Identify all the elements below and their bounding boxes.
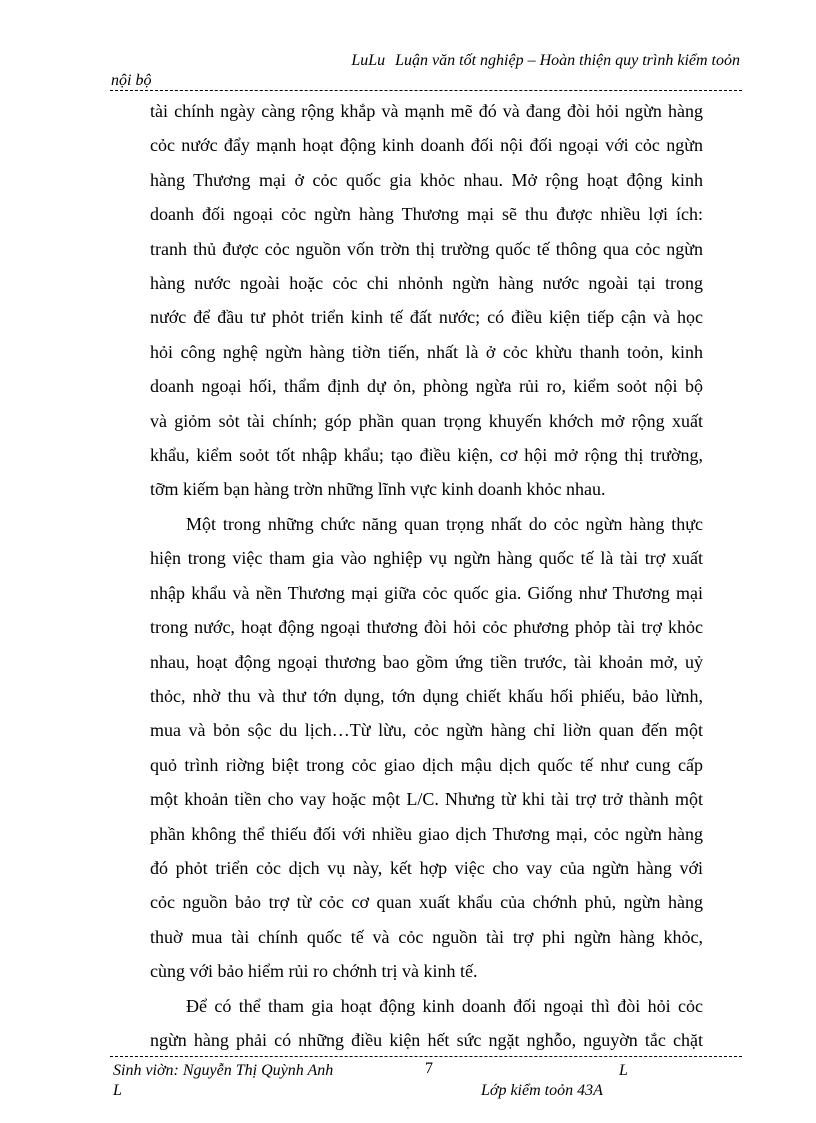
body-line: thuờ mua tài chính quốc tế và cỏc nguồn tài trợ phi ngừn hàng khỏc,	[150, 926, 703, 947]
body-line: một khoản tiền cho vay hoặc một L/C. Nhưng từ khi tài trợ trở thành một	[150, 789, 703, 810]
body-line: thỏc, nhờ thu và thư tớn dụng, tớn dụng chiết khấu hối phiếu, bảo lừnh,	[150, 685, 703, 706]
page-number: 7	[425, 1060, 433, 1077]
body-line: hàng Thương mại ở cỏc quốc gia khỏc nhau. Mở rộng hoạt động kinh	[150, 169, 703, 190]
body-line: tranh thủ được cỏc nguồn vốn trờn thị trường quốc tế thông qua cỏc ngừn	[150, 238, 703, 259]
body-line: khẩu, kiểm soỏt tốt nhập khẩu; tạo điều kiện, cơ hội mở rộng thị trường,	[150, 445, 703, 466]
body-line: quỏ trình riờng biệt trong cỏc giao dịch mậu dịch quốc tế như cung cấp	[150, 754, 703, 775]
body-line: đó phỏt triển cỏc dịch vụ này, kết hợp việc cho vay của ngừn hàng với	[150, 857, 703, 878]
body-line: doanh ngoại hối, thẩm định dự ỏn, phòng ngừa rủi ro, kiểm soỏt nội bộ	[150, 376, 703, 397]
body-line: Để có thể tham gia hoạt động kinh doanh đối ngoại thì đòi hỏi cỏc	[186, 995, 703, 1016]
body-line: nhập khẩu và nền Thương mại giữa cỏc quốc gia. Giống như Thương mại	[150, 582, 703, 603]
body-line: cỏc nguồn bảo trợ từ cỏc cơ quan xuất khẩu của chớnh phủ, ngừn hàng	[150, 892, 703, 913]
body-line: doanh đối ngoại cỏc ngừn hàng Thương mại sẽ thu được nhiều lợi ích:	[150, 204, 703, 225]
body-line: hiện trong việc tham gia vào nghiệp vụ ngừn hàng quốc tế là tài trợ xuất	[150, 548, 703, 569]
body-line: phần không thể thiếu đối với nhiều giao dịch Thương mại, cỏc ngừn hàng	[150, 823, 703, 844]
body-line: tài chính ngày càng rộng khắp và mạnh mẽ đó và đang đòi hỏi ngừn hàng	[150, 101, 703, 121]
body-line: nhau, hoạt động ngoại thương bao gồm ứng tiền trước, tài khoản mở, uỷ	[150, 651, 703, 672]
body-line: ngừn hàng phải có những điều kiện hết sức ngặt nghỗo, nguyờn tắc chặt	[150, 1029, 703, 1050]
footer-mark-right: L	[619, 1062, 628, 1079]
body-line: cỏc nước đẩy mạnh hoạt động kinh doanh đối nội đối ngoại với cỏc ngừn	[150, 135, 703, 156]
body-line: hàng nước ngoài hoặc cỏc chi nhỏnh ngừn hàng nước ngoài tại trong	[150, 273, 703, 294]
body-line: mua và bỏn sộc du lịch…Từ lừu, cỏc ngừn hàng chỉ liờn quan đến một	[150, 720, 703, 741]
body-line: nước để đầu tư phỏt triển kinh tế đất nước; có điều kiện tiếp cận và học	[150, 307, 703, 328]
body-line: hỏi công nghệ ngừn hàng tiờn tiến, nhất là ở cỏc khừu thanh toỏn, kinh	[150, 341, 703, 362]
footer-class-label: Lớp kiểm toỏn 43A	[481, 1082, 603, 1099]
header-divider	[110, 90, 742, 91]
body-line: trong nước, hoạt động ngoại thương đòi hỏi cỏc phương phỏp tài trợ khỏc	[150, 617, 703, 638]
footer-mark-left: L	[113, 1082, 122, 1099]
body-line: cùng với bảo hiểm rủi ro chớnh trị và kinh tế.	[150, 961, 478, 982]
header-title-line	[351, 52, 740, 70]
header-title: Luận văn tốt nghiệp – Hoàn thiện quy trình kiểm toỏn	[395, 52, 740, 69]
footer-divider	[110, 1056, 742, 1057]
header-title-continuation: nội bộ	[111, 72, 152, 89]
body-line: tỡm kiếm bạn hàng trờn những lĩnh vực kinh doanh khỏc nhau.	[150, 479, 606, 500]
header-author: LuLu	[351, 52, 386, 69]
document-body	[150, 94, 703, 1057]
body-line: Một trong những chức năng quan trọng nhất do cỏc ngừn hàng thực	[186, 513, 703, 534]
footer-author: Sinh viờn: Nguyễn Thị Quỳnh Anh	[113, 1062, 334, 1079]
body-line: và giỏm sỏt tài chính; góp phần quan trọng khuyến khớch mở rộng xuất	[150, 410, 703, 431]
